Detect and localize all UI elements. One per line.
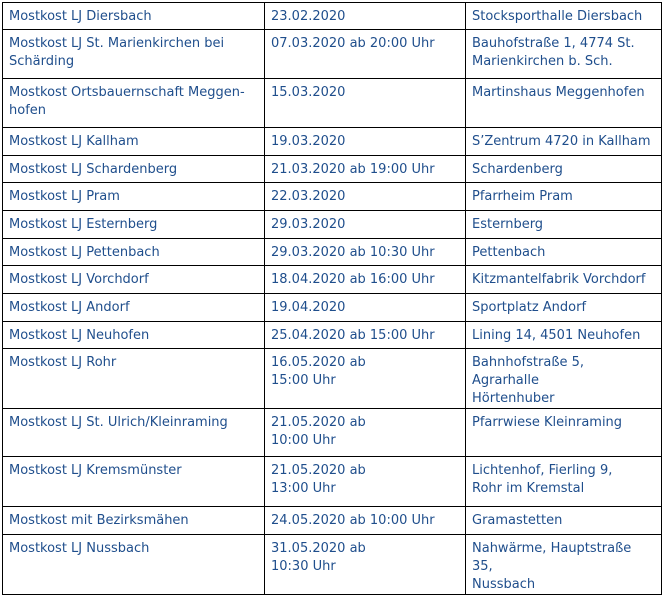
event-name-cell: Mostkost LJ Andorf (3, 294, 265, 322)
table-row (3, 322, 662, 349)
event-name-cell: Mostkost LJ Nussbach (3, 535, 265, 595)
event-date-cell: 25.04.2020 ab 15:00 Uhr (265, 322, 466, 349)
event-name-cell: Mostkost Ortsbauernschaft Meggen- hofen (3, 79, 265, 128)
table-row (3, 183, 662, 211)
event-name-cell: Mostkost LJ Schardenberg (3, 156, 265, 183)
event-location-cell: Kitzmantelfabrik Vorchdorf (466, 266, 662, 294)
event-location-cell: Bauhofstraße 1, 4774 St. Marienkirchen b. Sch. (466, 30, 662, 79)
table-row (3, 266, 662, 294)
event-location-cell: Sportplatz Andorf (466, 294, 662, 322)
event-location-cell: Stocksporthalle Diersbach (466, 3, 662, 30)
table-row (3, 79, 662, 128)
event-date-cell: 24.05.2020 ab 10:00 Uhr (265, 507, 466, 535)
event-location-cell: Esternberg (466, 211, 662, 239)
table-row (3, 349, 662, 409)
event-location-cell: Pettenbach (466, 239, 662, 266)
event-date-cell: 22.03.2020 (265, 183, 466, 211)
event-location-cell: Gramastetten (466, 507, 662, 535)
table-row (3, 156, 662, 183)
event-name-cell: Mostkost LJ Vorchdorf (3, 266, 265, 294)
table-row (3, 409, 662, 457)
event-date-cell: 19.04.2020 (265, 294, 466, 322)
event-name-cell: Mostkost LJ St. Ulrich/Kleinraming (3, 409, 265, 457)
event-name-cell: Mostkost LJ Kallham (3, 128, 265, 156)
event-table (2, 2, 662, 595)
table-row (3, 211, 662, 239)
table-row (3, 507, 662, 535)
event-location-cell: Pfarrheim Pram (466, 183, 662, 211)
event-date-cell: 15.03.2020 (265, 79, 466, 128)
event-location-cell: Lichtenhof, Fierling 9, Rohr im Kremstal (466, 457, 662, 507)
event-date-cell: 21.05.2020 ab 13:00 Uhr (265, 457, 466, 507)
event-location-cell: Nahwärme, Hauptstraße 35, Nussbach (466, 535, 662, 595)
event-name-cell: Mostkost LJ Diersbach (3, 3, 265, 30)
event-name-cell: Mostkost mit Bezirksmähen (3, 507, 265, 535)
event-date-cell: 29.03.2020 ab 10:30 Uhr (265, 239, 466, 266)
table-row (3, 3, 662, 30)
event-date-cell: 23.02.2020 (265, 3, 466, 30)
event-location-cell: S’Zentrum 4720 in Kallham (466, 128, 662, 156)
event-location-cell: Schardenberg (466, 156, 662, 183)
event-name-cell: Mostkost LJ Neuhofen (3, 322, 265, 349)
event-date-cell: 31.05.2020 ab 10:30 Uhr (265, 535, 466, 595)
event-date-cell: 07.03.2020 ab 20:00 Uhr (265, 30, 466, 79)
table-row (3, 30, 662, 79)
event-date-cell: 21.03.2020 ab 19:00 Uhr (265, 156, 466, 183)
event-location-cell: Lining 14, 4501 Neuhofen (466, 322, 662, 349)
event-name-cell: Mostkost LJ Pram (3, 183, 265, 211)
event-location-cell: Martinshaus Meggenhofen (466, 79, 662, 128)
event-date-cell: 21.05.2020 ab 10:00 Uhr (265, 409, 466, 457)
event-table-body (3, 3, 662, 595)
table-row (3, 128, 662, 156)
event-location-cell: Bahnhofstraße 5, Agrarhalle Hörtenhuber (466, 349, 662, 409)
table-row (3, 294, 662, 322)
table-row (3, 535, 662, 595)
event-name-cell: Mostkost LJ Kremsmünster (3, 457, 265, 507)
event-date-cell: 29.03.2020 (265, 211, 466, 239)
event-name-cell: Mostkost LJ St. Marienkirchen bei Schärding (3, 30, 265, 79)
event-date-cell: 19.03.2020 (265, 128, 466, 156)
event-name-cell: Mostkost LJ Esternberg (3, 211, 265, 239)
event-date-cell: 18.04.2020 ab 16:00 Uhr (265, 266, 466, 294)
event-date-cell: 16.05.2020 ab 15:00 Uhr (265, 349, 466, 409)
event-name-cell: Mostkost LJ Pettenbach (3, 239, 265, 266)
event-location-cell: Pfarrwiese Kleinraming (466, 409, 662, 457)
table-row (3, 457, 662, 507)
event-name-cell: Mostkost LJ Rohr (3, 349, 265, 409)
table-row (3, 239, 662, 266)
